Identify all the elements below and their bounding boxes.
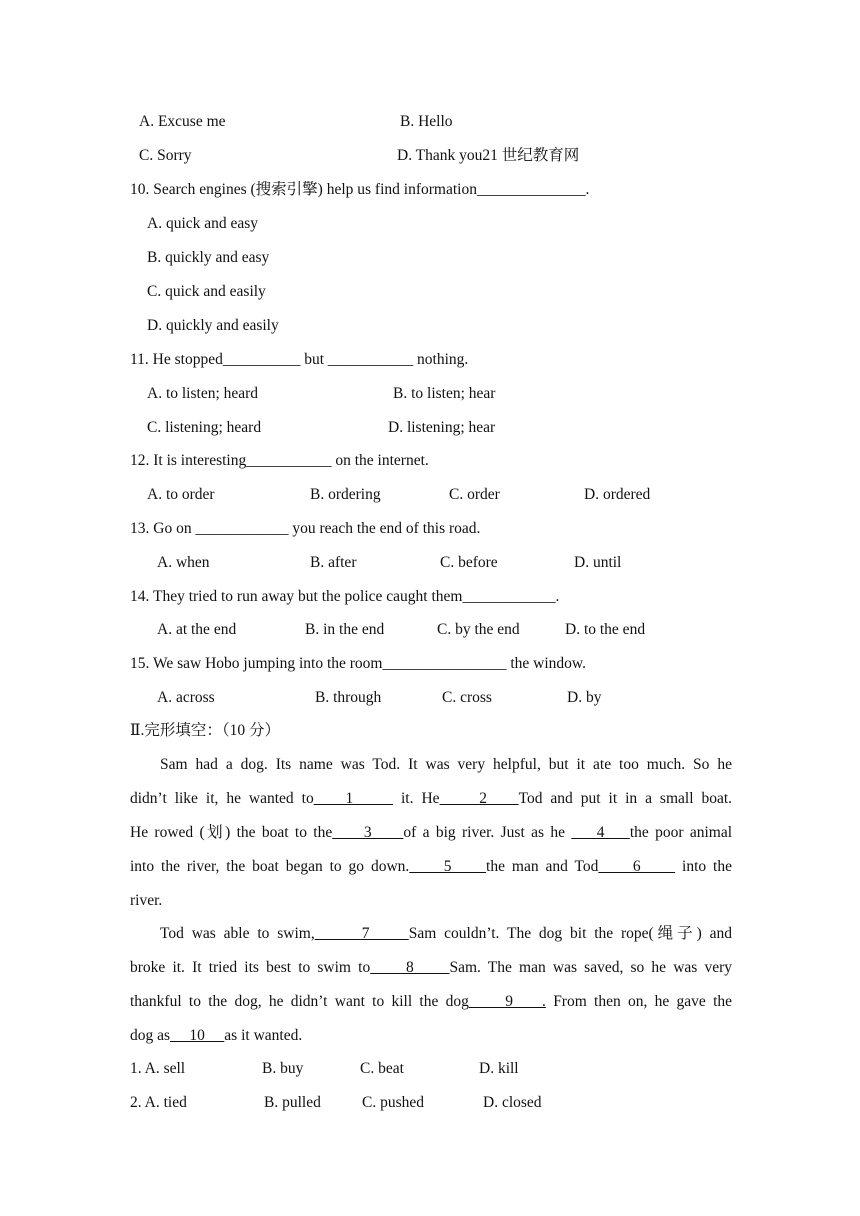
q10-option-d: D. quickly and easily: [147, 317, 279, 334]
cloze-q2-option-d: D. closed: [483, 1094, 542, 1111]
blank-2: 2: [439, 790, 519, 807]
blank-6: 6: [598, 858, 676, 875]
q11-option-c: C. listening; heard: [147, 419, 262, 436]
q15-stem: 15. We saw Hobo jumping into the room________________ the window.: [130, 655, 586, 672]
passage-paragraph-1: [130, 755, 732, 911]
passage-text: didn’t like it, he wanted to: [130, 790, 314, 807]
cloze-q1-option-a: 1. A. sell: [130, 1060, 186, 1077]
passage-text: of a big river. Just as he: [403, 824, 572, 841]
blank-5: 5: [409, 858, 487, 875]
cloze-q2-option-b: B. pulled: [264, 1094, 321, 1111]
q11-option-b: B. to listen; hear: [393, 385, 496, 402]
q12-option-d: D. ordered: [584, 486, 651, 503]
q9-option-d: D. Thank you21 世纪教育网: [397, 147, 580, 164]
passage-text: the poor animal: [629, 824, 733, 841]
passage-line: [130, 789, 732, 809]
q14-option-d: D. to the end: [565, 621, 646, 638]
passage-text: into the river, the boat began to go down.: [130, 858, 410, 875]
q10-option-b: B. quickly and easy: [147, 249, 270, 266]
passage-line: [130, 992, 732, 1012]
cloze-q1-option-d: D. kill: [479, 1060, 519, 1077]
cloze-q2-option-c: C. pushed: [362, 1094, 424, 1111]
section-heading: Ⅱ.完形填空：（10 分）: [130, 722, 281, 739]
q11-option-d: D. listening; hear: [388, 419, 496, 436]
q9-option-c: C. Sorry: [139, 147, 192, 164]
passage-text: Sam. The man was saved, so he was very: [449, 959, 733, 976]
q14-option-b: B. in the end: [305, 621, 385, 638]
q10-option-c: C. quick and easily: [147, 283, 266, 300]
blank-8: 8: [370, 959, 450, 976]
q15-option-c: C. cross: [442, 689, 492, 706]
q11-stem: 11. He stopped__________ but ___________ nothing.: [130, 351, 469, 368]
q12-option-c: C. order: [449, 486, 500, 503]
passage-text: Tod and put it in a small boat.: [518, 790, 733, 807]
q14-stem: 14. They tried to run away but the police caught them____________.: [130, 588, 560, 605]
blank-1: 1: [313, 790, 394, 807]
passage-text: Sam couldn’t. The dog bit the rope(绳子) and: [408, 925, 733, 942]
passage-text: Sam had a dog. Its name was Tod. It was very helpful, but it ate too much. So he: [160, 756, 732, 773]
passage-text: into the: [675, 858, 732, 875]
q9-option-a: A. Excuse me: [139, 113, 226, 130]
q9-option-b: B. Hello: [400, 113, 453, 130]
q13-stem: 13. Go on ____________ you reach the end of this road.: [130, 520, 481, 537]
passage-text: broke it. It tried its best to swim to: [130, 959, 371, 976]
q13-option-d: D. until: [574, 554, 622, 571]
passage-line: [130, 823, 732, 843]
passage-text: From then on, he gave the: [545, 993, 733, 1010]
passage-line: [130, 924, 732, 944]
passage-line: [130, 755, 732, 775]
blank-4: 4: [571, 824, 630, 841]
passage-line: [130, 857, 732, 877]
q13-option-c: C. before: [440, 554, 498, 571]
q13-option-b: B. after: [310, 554, 357, 571]
passage-text: Tod was able to swim,: [160, 925, 315, 942]
q12-option-b: B. ordering: [310, 486, 381, 503]
q13-option-a: A. when: [157, 554, 210, 571]
q15-option-d: D. by: [567, 689, 602, 706]
passage-line: [130, 958, 732, 978]
passage-text: the man and Tod: [486, 858, 599, 875]
passage-text: river.: [130, 892, 163, 909]
q14-option-c: C. by the end: [437, 621, 520, 638]
q12-option-a: A. to order: [147, 486, 215, 503]
blank-10: 10: [170, 1027, 225, 1044]
q11-option-a: A. to listen; heard: [147, 385, 259, 402]
blank-9: 9 .: [468, 993, 546, 1010]
q14-option-a: A. at the end: [157, 621, 237, 638]
cloze-q2-option-a: 2. A. tied: [130, 1094, 187, 1111]
passage-text: dog as: [130, 1027, 171, 1044]
passage-text: it. He: [393, 790, 440, 807]
passage-line: [130, 1026, 732, 1046]
q10-stem: 10. Search engines (搜索引擎) help us find information______________.: [130, 181, 590, 198]
cloze-q1-option-b: B. buy: [262, 1060, 304, 1077]
q15-option-b: B. through: [315, 689, 382, 706]
q12-stem: 12. It is interesting___________ on the internet.: [130, 452, 429, 469]
q10-option-a: A. quick and easy: [147, 215, 259, 232]
passage-text: as it wanted.: [224, 1027, 303, 1044]
passage-text: thankful to the dog, he didn’t want to kill the dog: [130, 993, 469, 1010]
blank-3: 3: [332, 824, 404, 841]
passage-text: He rowed (划) the boat to the: [130, 824, 333, 841]
passage-paragraph-2: [130, 924, 732, 1046]
cloze-q1-option-c: C. beat: [360, 1060, 404, 1077]
blank-7: 7: [314, 925, 409, 942]
q15-option-a: A. across: [157, 689, 215, 706]
